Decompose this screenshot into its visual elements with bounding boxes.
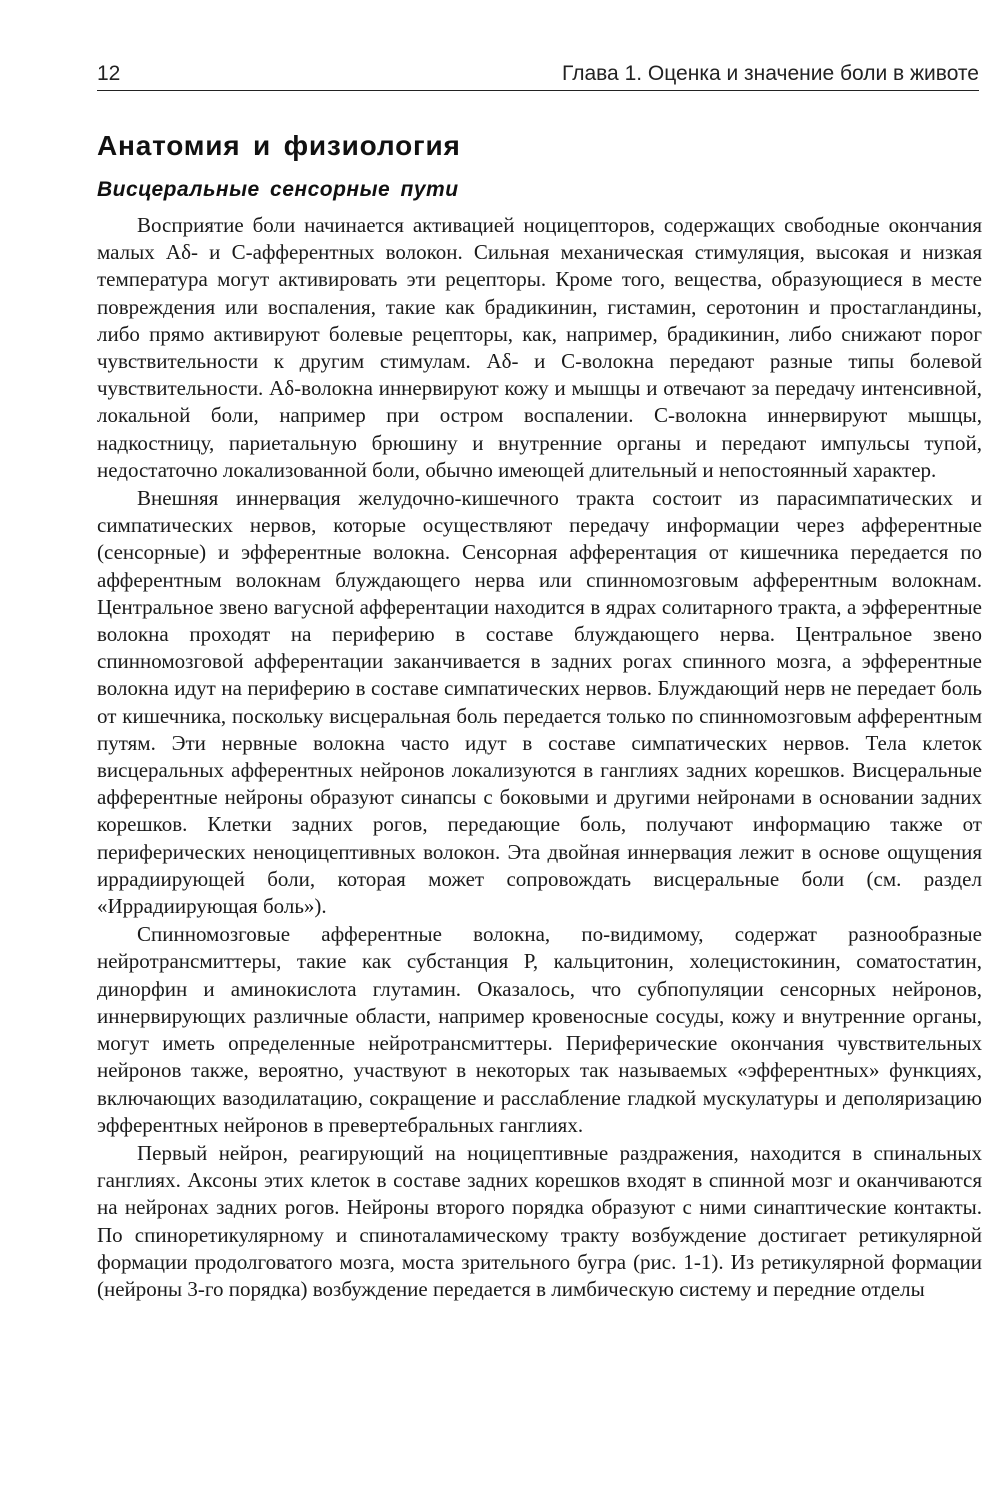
- paragraph: Восприятие боли начинается активацией ноцицепторов, содержащих свободные окончания малых Aδ- и С-афферентных волокон. Сильная механическая стимуляция, высокая и низкая температура могут активировать эти рецепторы. Кроме того, вещества, образующиеся в месте повреждения или воспаления, такие как брадикинин, гистамин, серотонин и простагландины, либо прямо активируют болевые рецепторы, как, например, брадикинин, либо снижают порог чувствительности к другим стимулам. Aδ- и С-волокна передают разные типы болевой чувствительности. Aδ-волокна иннервируют кожу и мышцы и отвечают за передачу интенсивной, локальной боли, например при остром воспалении. С-волокна иннервируют мышцы, надкостницу, париетальную брюшину и внутренние органы и передают импульсы тупой, недостаточно локализованной боли, обычно имеющей длительный и непостоянный характер.: [97, 213, 982, 482]
- paragraph: Спинномозговые афферентные волокна, по-видимому, содержат разнообразные нейротрансмиттеры, такие как субстанция Р, кальцитонин, холецистокинин, соматостатин, динорфин и аминокислота глутамин. Оказалось, что субпопуляции сенсорных нейронов, иннервирующих различные области, например кровеносные сосуды, кожу и внутренние органы, могут иметь определенные нейротрансмиттеры. Периферические окончания чувствительных нейронов также, вероятно, участвуют в некоторых так называемых «эфферентных» функциях, включающих вазодилатацию, сокращение и расслабление гладкой мускулатуры и деполяризацию эфферентных нейронов в превертебральных ганглиях.: [97, 922, 982, 1137]
- paragraph: Внешняя иннервация желудочно-кишечного тракта состоит из парасимпатических и симпатических нервов, которые осуществляют передачу информации через афферентные (сенсорные) и эфферентные волокна. Сенсорная афферентация от кишечника передается по афферентным волокнам блуждающего нерва или спинномозговым афферентным волокнам. Центральное звено вагусной афферентации находится в ядрах солитарного тракта, а эфферентные волокна проходят на периферию в составе блуждающего нерва. Центральное звено спинномозговой афферентации заканчивается в задних рогах спинного мозга, а эфферентные волокна идут на периферию в составе симпатических нервов. Блуждающий нерв не передает боль от кишечника, поскольку висцеральная боль передается только по спинномозговым афферентным путям. Эти нервные волокна часто идут в составе симпатических нервов. Тела клеток висцеральных афферентных нейронов локализуются в ганглиях задних корешков. Висцеральные афферентные нейроны образуют синапсы с боковыми и другими нейронами в основании задних корешков. Клетки задних рогов, передающие боль, получают информацию также от периферических неноцицептивных волокон. Эта двойная иннервация лежит в основе ощущения иррадиирующей боли, которая может сопровождать висцеральные боли (см. раздел «Иррадиирующая боль»).: [97, 486, 982, 919]
- subsection-title: Висцеральные сенсорные пути: [97, 178, 459, 201]
- section-title: Анатомия и физиология: [97, 130, 461, 161]
- chapter-title: Глава 1. Оценка и значение боли в животе: [562, 62, 979, 85]
- body-text: [97, 212, 982, 1304]
- paragraph: Первый нейрон, реагирующий на ноцицептивные раздражения, находится в спинальных ганглиях. Аксоны этих клеток в составе задних корешков входят в спинной мозг и оканчиваются на нейронах задних рогов. Нейроны второго порядка образуют с ними синаптические контакты. По спиноретикулярному и спиноталaмическому тракту возбуждение достигает ретикулярной формации продолговатого мозга, моста зрительного бугра (рис. 1-1). Из ретикулярной формации (нейроны 3-го порядка) возбуждение передается в лимбическую систему и передние отделы: [97, 1140, 982, 1301]
- running-header: [97, 60, 979, 91]
- page-number: 12: [97, 62, 121, 85]
